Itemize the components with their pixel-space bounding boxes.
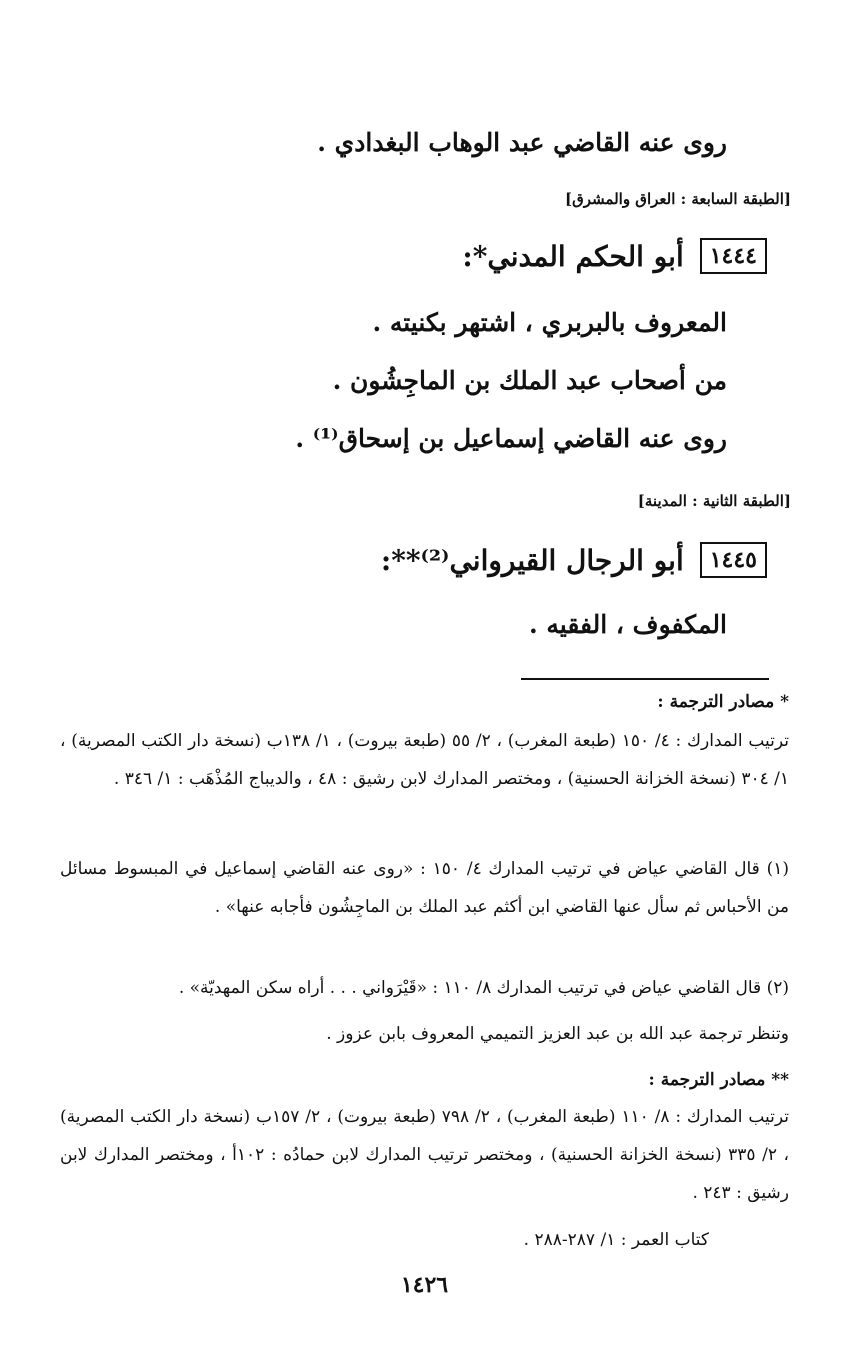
footnote-2-line-2: وتنظر ترجمة عبد الله بن عبد العزيز التميمي المعروف بابن عزوز . <box>326 1024 789 1044</box>
footnote-1 <box>60 850 789 926</box>
tabaqa-label: [الطبقة السابعة : العراق والمشرق] <box>565 190 791 208</box>
sources-text: ترتيب المدارك : ٨/ ١١٠ (طبعة المغرب) ، ٢/ ٧٩٨ (طبعة بيروت) ، ٢/ ١٥٧ب (نسخة دار الكتب المصرية) ، ٢/ ٣٣٥ (نسخة الخزانة الحسنية) ، ومختصر ترتيب المدارك لابن حمادُه : ١٠٢أ ، ومختصر المدارك لابن رشيق : ٢٤٣ . <box>60 1107 790 1203</box>
entry-1445-line: المكفوف ، الفقيه . <box>529 610 727 639</box>
sources-text: ترتيب المدارك : ٤/ ١٥٠ (طبعة المغرب) ، ٢/ ٥٥ (طبعة بيروت) ، ١/ ١٣٨ب (نسخة دار الكتب المصرية) ، ١/ ٣٠٤ (نسخة الخزانة الحسنية) ، ومختصر المدارك لابن رشيق : ٤٨ ، والديباج المُذْهَب : ١/ ٣٤٦ . <box>60 731 789 789</box>
footnote-separator <box>521 678 769 680</box>
sources-paragraph <box>60 1098 789 1212</box>
tabaqa-label: [الطبقة الثانية : المدينة] <box>637 492 791 510</box>
sources-heading: * مصادر الترجمة : <box>657 692 789 712</box>
footnote-1-text: (١) قال القاضي عياض في ترتيب المدارك ٤/ ١٥٠ : «روى عنه القاضي إسماعيل في المبسوط مسائل من الأحباس ثم سأل عنها القاضي ابن أكثم عبد الملك بن الماجِشُون فأجابه عنها» . <box>60 859 789 917</box>
page-number: ١٤٢٦ <box>400 1272 449 1298</box>
footnote-2-line-1: (٢) قال القاضي عياض في ترتيب المدارك ٨/ ١١٠ : «قَيْرَواني . . . أراه سكن المهديّة» . <box>178 978 789 998</box>
sources-last-line: كتاب العمر : ١/ ٢٨٧-٢٨٨ . <box>523 1230 709 1250</box>
entry-number-box: ١٤٤٤ <box>700 238 767 274</box>
entry-1444-line: من أصحاب عبد الملك بن الماجِشُون . <box>332 366 727 395</box>
entry-1444-heading <box>462 238 767 274</box>
entry-1445-heading <box>381 542 767 578</box>
narration-line: روى عنه القاضي عبد الوهاب البغدادي . <box>317 128 727 157</box>
entry-title: أبو الرجال القيرواني⁽²⁾**: <box>380 543 684 577</box>
sources-paragraph <box>60 722 789 798</box>
entry-1444-line: روى عنه القاضي إسماعيل بن إسحاق⁽¹⁾ . <box>295 424 727 453</box>
entry-1444-line: المعروف بالبربري ، اشتهر بكنيته . <box>372 308 727 337</box>
sources-heading: ** مصادر الترجمة : <box>648 1070 789 1090</box>
entry-number-box: ١٤٤٥ <box>700 542 767 578</box>
entry-title: أبو الحكم المدني*: <box>462 239 684 273</box>
